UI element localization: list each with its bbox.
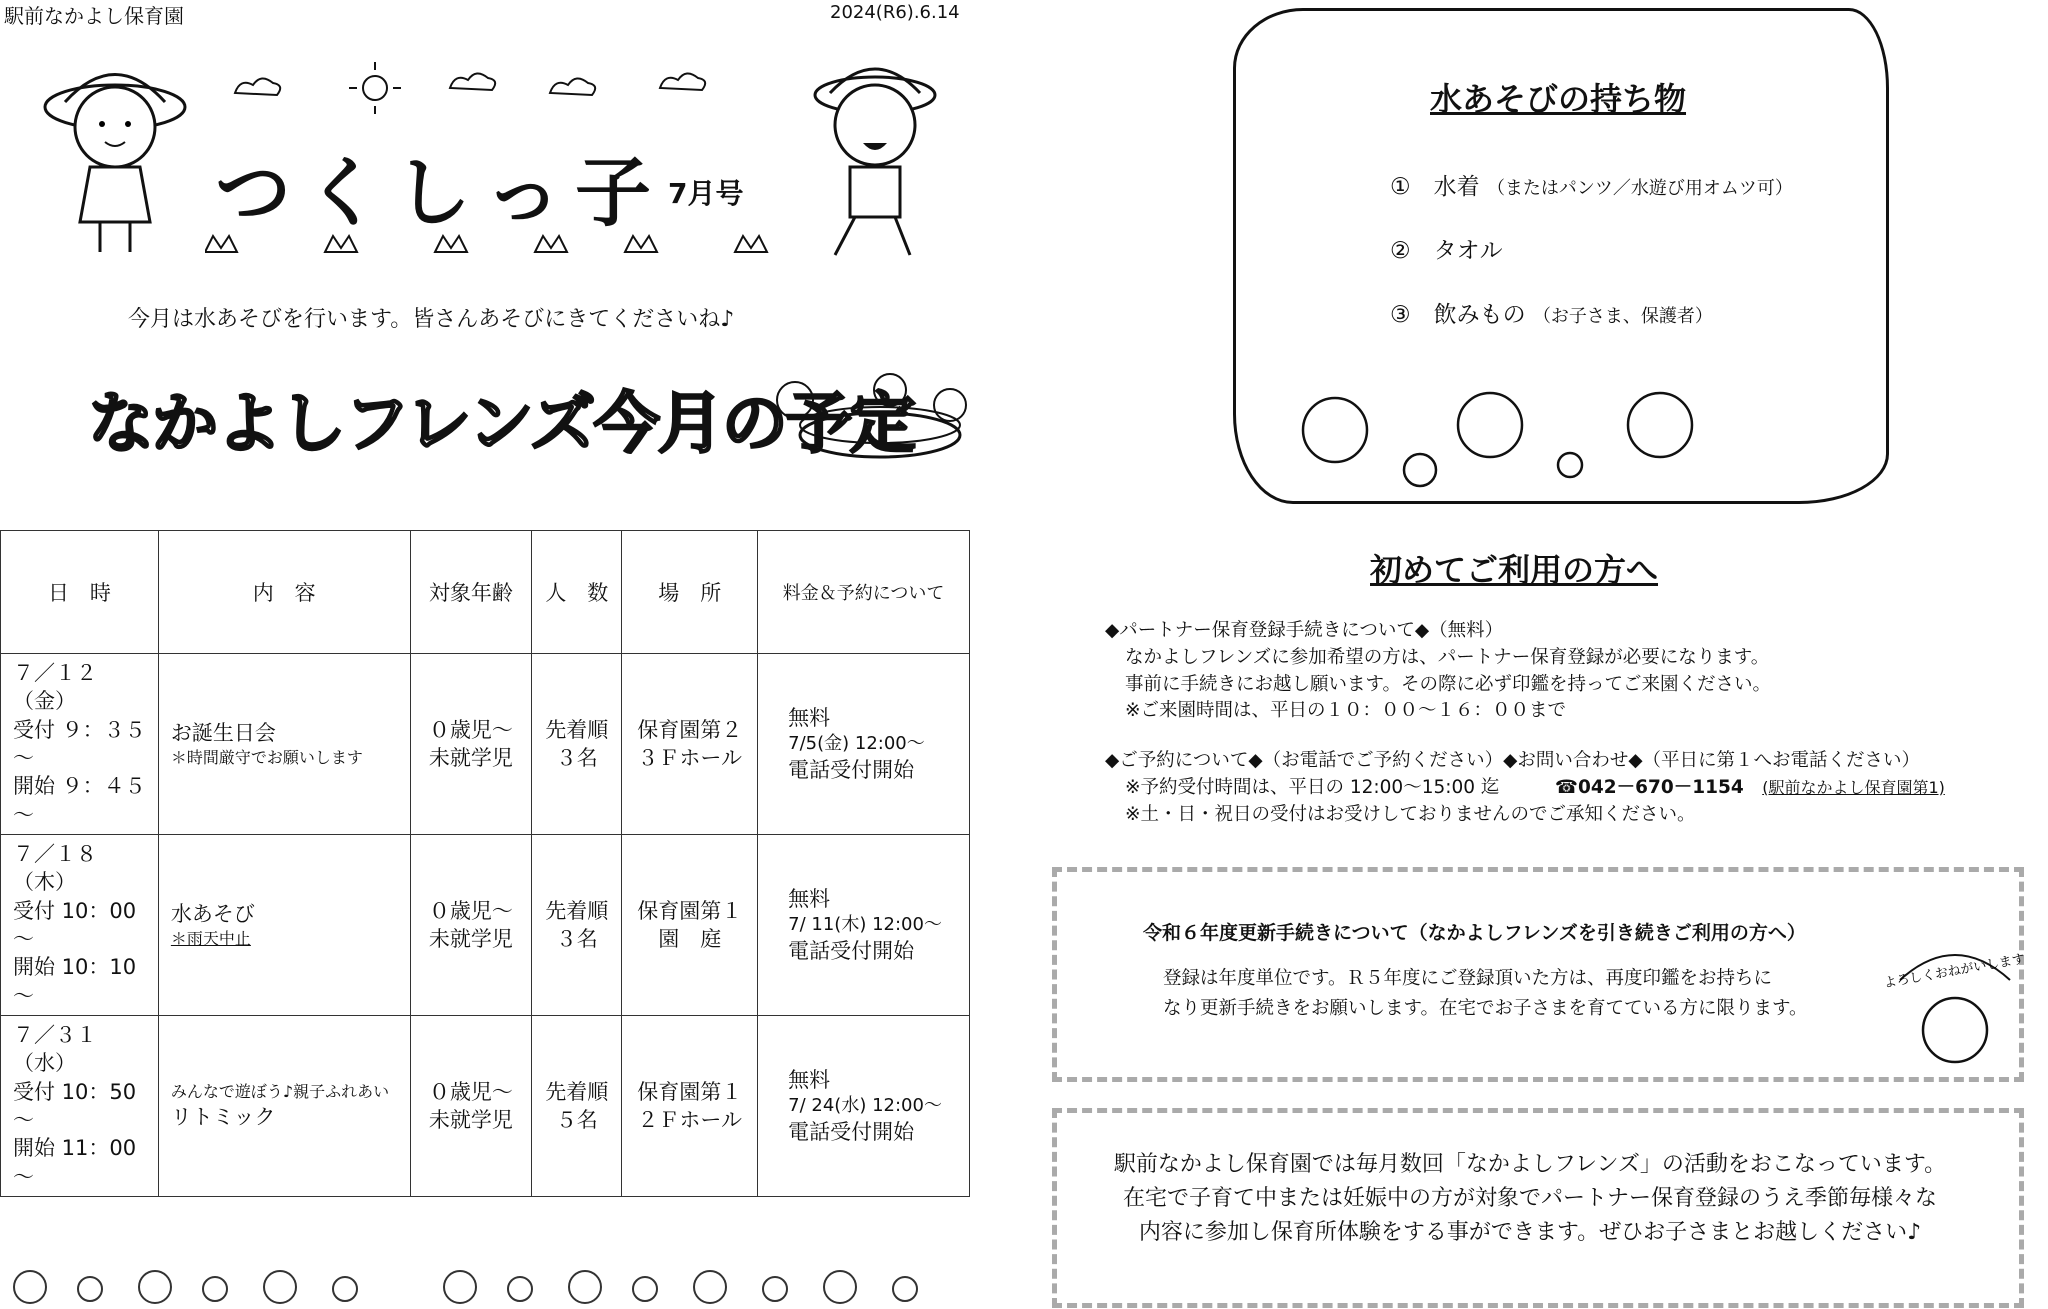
date-cell: ７／１２（金） 受付 ９：３５～ 開始 ９：４５～ — [1, 654, 159, 835]
count-cell: 先着順 ３名 — [532, 654, 622, 835]
organization-name: 駅前なかよし保育園 — [4, 4, 184, 28]
pool-illustration — [760, 370, 980, 470]
table-row — [1, 654, 970, 835]
phone-number: ☎042－670－1154 — [1554, 776, 1744, 798]
column-header: 対象年齢 — [410, 531, 532, 654]
list-item: ③ 飲みもの （お子さま、保護者） — [1390, 302, 1713, 328]
column-header: 場 所 — [622, 531, 758, 654]
teacher-illustration — [1880, 930, 2030, 1090]
list-item: ① 水着 （またはパンツ／水遊び用オムツ可） — [1390, 174, 1793, 200]
schedule-heading: なかよしフレンズ今月の予定 — [88, 385, 914, 462]
fee-cell: 無料 7/ 11(木) 12:00～ 電話受付開始 — [758, 835, 970, 1016]
badge-text: よろしくおねがいします — [1882, 951, 2027, 992]
issue-month: 7月号 — [668, 177, 744, 210]
fee-cell: 無料 7/ 24(水) 12:00～ 電話受付開始 — [758, 1016, 970, 1197]
content-cell: お誕生日会 ＊時間厳守でお願いします — [158, 654, 410, 835]
column-header: 人 数 — [532, 531, 622, 654]
column-header: 日 時 — [1, 531, 159, 654]
column-header: 料金＆予約について — [758, 531, 970, 654]
count-cell: 先着順 ３名 — [532, 835, 622, 1016]
table-row — [1, 835, 970, 1016]
sun-clouds-decoration — [230, 58, 740, 118]
reservation-info: ◆ご予約について◆（お電話でご予約ください）◆お問い合わせ◆（平日に第１へお電話ください） ※予約受付時間は、平日の 12:00～15:00 迄 ☎042－670－1154 (駅前なかよし保育園第1) ※土・日・祝日の受付はお受けしておりませんのでご承知ください。 — [1105, 750, 1945, 825]
footer-decoration — [5, 1265, 965, 1309]
table-header-row — [1, 531, 970, 654]
place-cell: 保育園第２ ３Ｆホール — [622, 654, 758, 835]
water-play-title: 水あそびの持ち物 — [1430, 80, 1687, 118]
age-cell: ０歳児～ 未就学児 — [410, 1016, 532, 1197]
renewal-title: 令和６年度更新手続きについて（なかよしフレンズを引き続きご利用の方へ） — [1143, 922, 1806, 944]
newsletter-title: つくしっ子 — [215, 148, 665, 237]
first-time-title: 初めてご利用の方へ — [1370, 551, 1659, 589]
renewal-body: 登録は年度単位です。Ｒ５年度にご登録頂いた方は、再度印鑑をお持ちに なり更新手続きをお願いします。在宅でお子さまを育てている方に限ります。 — [1163, 968, 1808, 1019]
registration-info: ◆パートナー保育登録手続きについて◆（無料） なかよしフレンズに参加希望の方は、パートナー保育登録が必要になります。 事前に手続きにお越し願います。その際に必ず印鑑を持ってご来園ください。 ※ご来園時間は、平日の１０：００～１６：００まで — [1105, 620, 1772, 722]
issue-date: 2024(R6).6.14 — [830, 2, 960, 23]
table-row — [1, 1016, 970, 1197]
list-item: ② タオル — [1390, 238, 1503, 264]
column-header: 内 容 — [158, 531, 410, 654]
date-cell: ７／１８（木） 受付 10：00～ 開始 10：10～ — [1, 835, 159, 1016]
boy-illustration — [795, 55, 965, 265]
content-cell: みんなで遊ぼう♪親子ふれあい リトミック — [158, 1016, 410, 1197]
place-cell: 保育園第１ ２Ｆホール — [622, 1016, 758, 1197]
schedule-table — [0, 530, 970, 1197]
description-text: 駅前なかよし保育園では毎月数回「なかよしフレンズ」の活動をおこなっています。 在宅で子育て中または妊娠中の方が対象でパートナー保育登録のうえ季節毎様々な 内容に参加し保育所体験をする事ができます。ぜひお子さまとお越しください♪ — [1113, 1152, 1947, 1246]
content-cell: 水あそび ＊雨天中止 — [158, 835, 410, 1016]
age-cell: ０歳児～ 未就学児 — [410, 835, 532, 1016]
date-cell: ７／３１（水） 受付 10：50～ 開始 11：00～ — [1, 1016, 159, 1197]
count-cell: 先着順 ５名 — [532, 1016, 622, 1197]
place-cell: 保育園第１ 園 庭 — [622, 835, 758, 1016]
girl-illustration — [40, 52, 190, 262]
fee-cell: 無料 7/5(金) 12:00～ 電話受付開始 — [758, 654, 970, 835]
intro-text: 今月は水あそびを行います。皆さんあそびにきてくださいね♪ — [128, 307, 735, 332]
age-cell: ０歳児～ 未就学児 — [410, 654, 532, 835]
children-playing-illustration — [1280, 380, 1750, 490]
